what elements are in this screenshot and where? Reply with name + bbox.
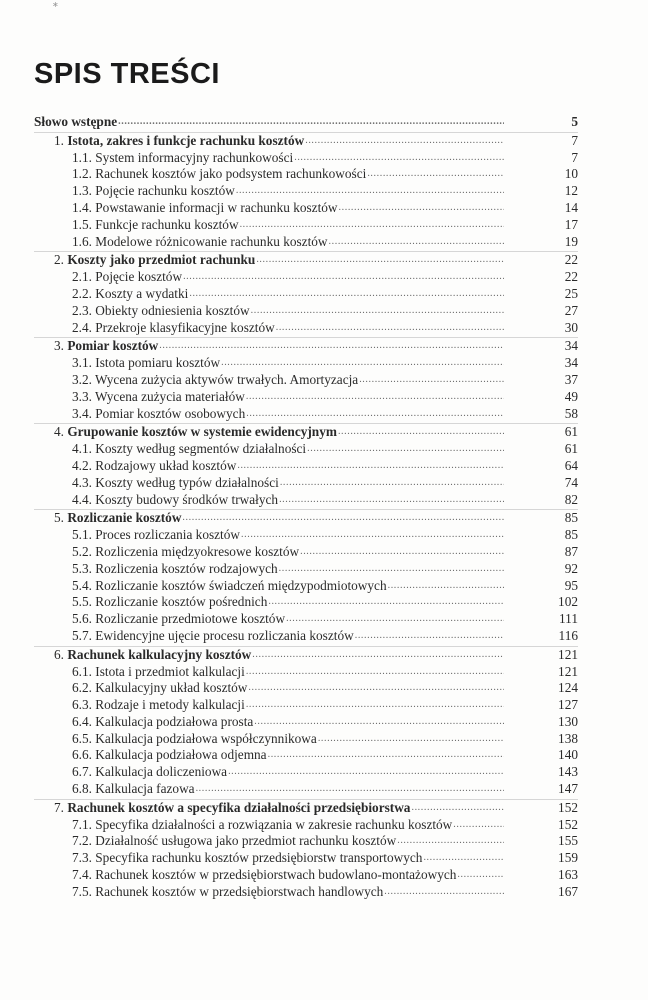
toc-entry-section[interactable]	[34, 217, 578, 234]
toc-entry-label: 2.1. Pojęcie kosztów	[72, 269, 183, 285]
chapter-title: Pomiar kosztów	[67, 338, 159, 354]
dot-leader	[246, 664, 504, 681]
dot-leader	[279, 561, 504, 578]
toc-entry-section[interactable]	[34, 884, 578, 901]
toc-entry-page: 152	[558, 799, 578, 815]
dot-leader	[252, 647, 504, 664]
table-of-contents	[34, 114, 578, 901]
toc-entry-page: 130	[558, 713, 578, 729]
toc-entry-section[interactable]	[34, 355, 578, 372]
toc-entry-page: 155	[558, 833, 578, 849]
dot-leader	[411, 800, 504, 817]
toc-entry-section[interactable]	[34, 544, 578, 561]
toc-entry-section[interactable]	[34, 680, 578, 697]
toc-entry-label: 2.4. Przekroje klasyfikacyjne kosztów	[72, 319, 275, 335]
dot-leader	[280, 475, 504, 492]
toc-entry-label: 6.8. Kalkulacja fazowa	[72, 781, 195, 797]
dot-leader	[159, 338, 504, 355]
chapter-title: Koszty jako przedmiot rachunku	[67, 252, 256, 268]
chapter-block	[34, 337, 578, 422]
chapter-title: Rachunek kalkulacyjny kosztów	[67, 646, 252, 662]
toc-entry-label: 4.2. Rodzajowy układ kosztów	[72, 457, 237, 473]
toc-entry-label: Słowo wstępne	[34, 114, 118, 129]
chapter-block	[34, 251, 578, 336]
toc-entry-label: 1.5. Funkcje rachunku kosztów	[72, 216, 239, 232]
dot-leader	[300, 544, 504, 561]
toc-entry-chapter[interactable]	[34, 510, 578, 527]
toc-entry-label: 7.2. Działalność usługowa jako przedmiot rachunku kosztów	[72, 833, 397, 849]
toc-entry-label: 4.1. Koszty według segmentów działalności	[72, 441, 307, 457]
chapter-title: Grupowanie kosztów w systemie ewidencyjnym	[67, 424, 337, 440]
toc-entry-chapter[interactable]	[34, 424, 578, 441]
toc-entry-label: 6.1. Istota i przedmiot kalkulacji	[72, 663, 245, 679]
dot-leader	[388, 578, 504, 595]
toc-entry-label: 3.2. Wycena zużycia aktywów trwałych. Amortyzacja	[72, 371, 359, 387]
dot-leader	[189, 286, 504, 303]
dot-leader	[256, 252, 504, 269]
toc-entry-page: 159	[558, 850, 578, 866]
dot-leader	[359, 372, 504, 389]
toc-entry-page: 152	[558, 816, 578, 832]
dot-leader	[182, 510, 504, 527]
dot-leader	[196, 781, 504, 798]
toc-entry-section[interactable]	[34, 527, 578, 544]
toc-entry-page: 22	[564, 269, 578, 285]
chapter-number: 1.	[54, 132, 64, 148]
dot-leader	[241, 527, 504, 544]
toc-entry-label: 3.1. Istota pomiaru kosztów	[72, 355, 221, 371]
toc-entry-label: 7.5. Rachunek kosztów w przedsiębiorstwach handlowych	[72, 883, 384, 899]
toc-entry-page: 34	[564, 355, 578, 371]
dot-leader	[339, 200, 504, 217]
toc-entry-section[interactable]	[34, 561, 578, 578]
dot-leader	[355, 628, 504, 645]
toc-entry-page: 127	[558, 697, 578, 713]
toc-entry-page: 25	[564, 285, 578, 301]
toc-entry-label: 4.3. Koszty według typów działalności	[72, 474, 279, 490]
dot-leader	[367, 166, 504, 183]
chapter-list	[34, 132, 578, 901]
toc-entry-label: 7.1. Specyfika działalności a rozwiązania w zakresie rachunku kosztów	[72, 816, 453, 832]
toc-entry-section[interactable]	[34, 731, 578, 748]
toc-entry-label: 5.5. Rozliczanie kosztów pośrednich	[72, 594, 268, 610]
toc-entry-label: 7.4. Rachunek kosztów w przedsiębiorstwach budowlano-montażowych	[72, 867, 457, 883]
toc-entry-section[interactable]	[34, 578, 578, 595]
page-mark: ∗	[52, 0, 59, 9]
toc-entry-page: 140	[558, 747, 578, 763]
toc-entry-label: 6.4. Kalkulacja podziałowa prosta	[72, 713, 254, 729]
toc-entry-section[interactable]	[34, 458, 578, 475]
toc-entry-section[interactable]	[34, 183, 578, 200]
toc-entry-section[interactable]	[34, 286, 578, 303]
toc-entry-section[interactable]	[34, 628, 578, 645]
chapter-number: 5.	[54, 510, 64, 526]
toc-entry-section[interactable]	[34, 150, 578, 167]
toc-entry-label: 5.1. Proces rozliczania kosztów	[72, 527, 241, 543]
toc-entry-page: 143	[558, 764, 578, 780]
toc-entry-label: 6.5. Kalkulacja podziałowa współczynnikowa	[72, 730, 317, 746]
toc-entry-page: 12	[564, 183, 578, 199]
toc-entry-page: 116	[558, 627, 578, 643]
toc-entry-label: 3.3. Wycena zużycia materiałów	[72, 388, 245, 404]
toc-entry-section[interactable]	[34, 303, 578, 320]
toc-entry-label: 6.2. Kalkulacyjny układ kosztów	[72, 680, 248, 696]
toc-entry-page: 61	[564, 424, 578, 440]
dot-leader	[423, 850, 504, 867]
toc-entry-chapter[interactable]	[34, 338, 578, 355]
toc-entry-section[interactable]	[34, 714, 578, 731]
toc-entry-page: 17	[564, 216, 578, 232]
toc-entry-section[interactable]	[34, 697, 578, 714]
toc-entry-page: 121	[558, 663, 578, 679]
page-title: SPIS TREŚCI	[34, 58, 220, 90]
toc-entry-page: 34	[564, 338, 578, 354]
toc-entry-section[interactable]	[34, 234, 578, 251]
toc-entry-chapter[interactable]	[34, 647, 578, 664]
toc-entry-section[interactable]	[34, 594, 578, 611]
dot-leader	[237, 458, 504, 475]
dot-leader	[240, 217, 504, 234]
toc-entry-section[interactable]	[34, 764, 578, 781]
toc-entry-section[interactable]	[34, 200, 578, 217]
dot-leader	[276, 320, 504, 337]
toc-entry-page: 30	[564, 319, 578, 335]
toc-entry-chapter[interactable]	[34, 252, 578, 269]
toc-entry-section[interactable]	[34, 850, 578, 867]
toc-entry-section[interactable]	[34, 867, 578, 884]
dot-leader	[236, 183, 504, 200]
toc-entry-page: 7	[571, 149, 578, 165]
toc-entry-page: 49	[564, 388, 578, 404]
toc-entry-section[interactable]	[34, 441, 578, 458]
dot-leader	[251, 303, 504, 320]
dot-leader	[457, 867, 504, 884]
chapter-number: 7.	[54, 799, 64, 815]
chapter-number: 4.	[54, 424, 64, 440]
toc-entry-label: 1.2. Rachunek kosztów jako podsystem rachunkowości	[72, 166, 367, 182]
dot-leader	[305, 133, 504, 150]
dot-leader	[246, 697, 504, 714]
toc-entry-section[interactable]	[34, 320, 578, 337]
toc-entry-page: 7	[571, 132, 578, 148]
toc-entry-label: 2.3. Obiekty odniesienia kosztów	[72, 302, 250, 318]
toc-entry-label: 1.1. System informacyjny rachunkowości	[72, 149, 294, 165]
toc-entry-page: 87	[564, 543, 578, 559]
toc-entry-label: 4.4. Koszty budowy środków trwałych	[72, 491, 279, 507]
dot-leader	[183, 269, 504, 286]
toc-entry-page: 14	[564, 199, 578, 215]
chapter-title: Rachunek kosztów a specyfika działalności przedsiębiorstwa	[67, 799, 411, 815]
dot-leader	[307, 441, 504, 458]
toc-entry-section[interactable]	[34, 166, 578, 183]
toc-entry-page: 121	[558, 646, 578, 662]
toc-entry-page: 167	[558, 883, 578, 899]
dot-leader	[294, 150, 504, 167]
toc-entry-page: 64	[564, 457, 578, 473]
toc-entry-page: 22	[564, 252, 578, 268]
toc-entry-label: 1.3. Pojęcie rachunku kosztów	[72, 183, 235, 199]
toc-entry-chapter[interactable]	[34, 800, 578, 817]
toc-entry-page: 85	[564, 510, 578, 526]
toc-entry-section[interactable]	[34, 664, 578, 681]
dot-leader	[397, 833, 504, 850]
toc-entry-label: 6.6. Kalkulacja podziałowa odjemna	[72, 747, 267, 763]
toc-entry-label: 1.4. Powstawanie informacji w rachunku kosztów	[72, 199, 338, 215]
toc-entry-section[interactable]	[34, 475, 578, 492]
dot-leader	[246, 406, 504, 423]
chapter-number: 3.	[54, 338, 64, 354]
chapter-block	[34, 509, 578, 644]
dot-leader	[338, 424, 504, 441]
toc-entry-label: 7.3. Specyfika rachunku kosztów przedsiębiorstw transportowych	[72, 850, 423, 866]
toc-entry-page: 19	[564, 233, 578, 249]
toc-entry-label: 5.7. Ewidencyjne ujęcie procesu rozliczania kosztów	[72, 627, 354, 643]
toc-entry-page: 111	[559, 611, 578, 627]
toc-entry-page: 74	[564, 474, 578, 490]
toc-entry-section[interactable]	[34, 389, 578, 406]
dot-leader	[254, 714, 504, 731]
dot-leader	[248, 680, 504, 697]
toc-entry-label: 5.6. Rozliczanie przedmiotowe kosztów	[72, 611, 286, 627]
toc-entry-page: 147	[558, 781, 578, 797]
toc-entry-label: 3.4. Pomiar kosztów osobowych	[72, 405, 246, 421]
toc-entry-section[interactable]	[34, 492, 578, 509]
toc-entry-section[interactable]	[34, 817, 578, 834]
toc-entry-label: 2.2. Koszty a wydatki	[72, 285, 189, 301]
toc-entry-page: 27	[564, 302, 578, 318]
toc-entry-page: 61	[564, 441, 578, 457]
chapter-block	[34, 132, 578, 251]
toc-entry-intro[interactable]	[34, 114, 578, 131]
dot-leader	[246, 389, 504, 406]
dot-leader	[453, 817, 504, 834]
dot-leader	[279, 492, 504, 509]
toc-entry-section[interactable]	[34, 269, 578, 286]
toc-entry-page: 37	[564, 371, 578, 387]
toc-entry-section[interactable]	[34, 372, 578, 389]
toc-entry-page: 124	[558, 680, 578, 696]
dot-leader	[118, 114, 504, 131]
dot-leader	[329, 234, 504, 251]
chapter-title: Istota, zakres i funkcje rachunku kosztów	[67, 132, 305, 148]
dot-leader	[384, 884, 504, 901]
toc-entry-section[interactable]	[34, 747, 578, 764]
toc-entry-page: 92	[564, 560, 578, 576]
toc-entry-page: 102	[558, 594, 578, 610]
toc-entry-section[interactable]	[34, 611, 578, 628]
toc-entry-page: 58	[564, 405, 578, 421]
toc-entry-page: 10	[564, 166, 578, 182]
dot-leader	[268, 747, 504, 764]
toc-entry-label: 1.6. Modelowe różnicowanie rachunku kosztów	[72, 233, 328, 249]
toc-intro	[34, 114, 578, 131]
chapter-title: Rozliczanie kosztów	[67, 510, 182, 526]
toc-entry-page: 85	[564, 527, 578, 543]
toc-entry-section[interactable]	[34, 406, 578, 423]
dot-leader	[228, 764, 504, 781]
chapter-block	[34, 799, 578, 901]
dot-leader	[221, 355, 504, 372]
dot-leader	[268, 594, 504, 611]
toc-entry-page: 82	[564, 491, 578, 507]
toc-entry-page: 5	[571, 114, 578, 129]
dot-leader	[318, 731, 504, 748]
chapter-number: 6.	[54, 646, 64, 662]
toc-entry-label: 5.2. Rozliczenia międzyokresowe kosztów	[72, 543, 300, 559]
toc-entry-label: 6.7. Kalkulacja doliczeniowa	[72, 764, 228, 780]
toc-entry-section[interactable]	[34, 781, 578, 798]
chapter-block	[34, 423, 578, 508]
chapter-number: 2.	[54, 252, 64, 268]
toc-entry-page: 138	[558, 730, 578, 746]
dot-leader	[286, 611, 504, 628]
toc-entry-label: 6.3. Rodzaje i metody kalkulacji	[72, 697, 245, 713]
toc-entry-page: 95	[564, 577, 578, 593]
toc-entry-label: 5.4. Rozliczanie kosztów świadczeń międzypodmiotowych	[72, 577, 387, 593]
chapter-block	[34, 646, 578, 798]
toc-entry-section[interactable]	[34, 833, 578, 850]
toc-entry-page: 163	[558, 867, 578, 883]
toc-entry-chapter[interactable]	[34, 133, 578, 150]
toc-entry-label: 5.3. Rozliczenia kosztów rodzajowych	[72, 560, 278, 576]
